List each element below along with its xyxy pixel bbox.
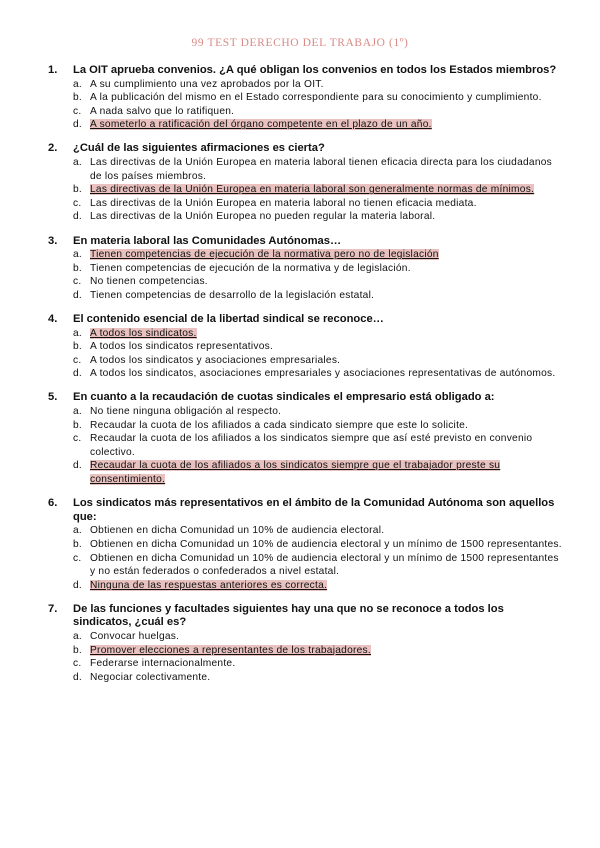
option-text-wrapper [90,275,564,289]
option-letter: b. [73,262,82,274]
option-letter: d. [73,119,82,131]
highlighted-answer-text: Las directivas de la Unión Europea en materia laboral son generalmente normas de mínimos. [90,184,535,196]
option-text-wrapper [90,289,564,303]
option-text-wrapper [90,432,564,459]
question-number: 2. [48,142,58,155]
option-text-wrapper [90,524,564,538]
answer-options [48,156,564,224]
answer-option [73,197,564,211]
option-letter: a. [73,630,82,642]
option-text: Tienen competencias de ejecución de la normativa y de legislación. [90,262,411,274]
answer-options [48,405,564,487]
option-text-wrapper [90,538,564,552]
answer-option-correct [73,327,564,341]
answer-option-correct [73,248,564,262]
option-text-wrapper [90,340,564,354]
answer-option-correct [73,183,564,197]
answer-option [73,275,564,289]
answer-option [73,405,564,419]
option-text-wrapper [90,459,564,486]
highlighted-answer-text: Tienen competencias de ejecución de la normativa pero no de legislación [90,249,439,261]
answer-option [73,262,564,276]
option-letter: b. [73,341,82,353]
question-text: De las funciones y facultades siguientes hay una que no se reconoce a todos los sindicatos, ¿cuál es? [73,602,504,629]
question-text: En cuanto a la recaudación de cuotas sindicales el empresario está obligado a: [73,391,495,404]
option-text-wrapper [90,197,564,211]
option-letter: d. [73,211,82,223]
answer-option [73,354,564,368]
question-5 [48,391,564,486]
option-letter: b. [73,419,82,431]
answer-options [48,524,564,592]
option-letter: c. [73,276,82,288]
option-text-wrapper [90,419,564,433]
answer-options [48,78,564,132]
option-letter: a. [73,525,82,537]
option-text: Las directivas de la Unión Europea en materia laboral tienen eficacia directa para los ciudadanos de los países miembros. [90,157,553,182]
answer-options [48,630,564,684]
question-text: ¿Cuál de las siguientes afirmaciones es cierta? [73,142,325,155]
option-letter: c. [73,354,82,366]
answer-option [73,419,564,433]
option-text-wrapper [90,671,564,685]
question-number: 5. [48,391,58,404]
question-text: El contenido esencial de la libertad sindical se reconoce… [73,313,384,325]
option-text-wrapper [90,630,564,644]
question-number: 7. [48,602,58,615]
option-letter: b. [73,184,82,196]
option-text-wrapper [90,262,564,276]
question-list [48,64,564,695]
question-number: 6. [48,497,58,510]
question-text: Los sindicatos más representativos en el ámbito de la Comunidad Autónoma son aquellos que: [73,497,555,523]
question-header [48,64,564,78]
option-text-wrapper [90,327,564,341]
option-text-wrapper [90,156,564,183]
option-text: A todos los sindicatos, asociaciones empresariales y asociaciones representativas de autónomos. [90,368,556,380]
question-2 [48,142,564,224]
option-text-wrapper [90,405,564,419]
question-header [48,497,564,524]
question-number: 3. [48,234,58,247]
option-text: Recaudar la cuota de los afiliados a los sindicatos siempre que así esté previsto en convenio colectivo. [90,433,533,458]
option-letter: a. [73,249,82,261]
option-text: A su cumplimiento una vez aprobados por la OIT. [90,78,324,90]
option-text-wrapper [90,78,564,92]
option-letter: d. [73,579,82,591]
answer-option [73,657,564,671]
option-text-wrapper [90,183,564,197]
option-text: No tienen competencias. [90,276,208,288]
option-text: Las directivas de la Unión Europea en materia laboral no tienen eficacia mediata. [90,197,477,209]
option-letter: c. [73,433,82,445]
answer-option [73,671,564,685]
answer-option [73,432,564,459]
option-letter: c. [73,197,82,209]
question-6 [48,497,564,592]
option-text: Tienen competencias de desarrollo de la legislación estatal. [90,289,375,301]
answer-options [48,327,564,381]
option-letter: a. [73,406,82,418]
answer-options [48,248,564,302]
question-header [48,235,564,249]
highlighted-answer-text: A todos los sindicatos. [90,327,197,339]
answer-option [73,289,564,303]
question-number: 4. [48,313,58,325]
option-letter: d. [73,460,82,472]
option-letter: a. [73,157,82,169]
option-text-wrapper [90,552,564,579]
option-text: Negociar colectivamente. [90,671,211,683]
option-letter: c. [73,105,82,117]
answer-option [73,524,564,538]
question-number: 1. [48,64,58,76]
answer-option [73,78,564,92]
option-letter: d. [73,671,82,683]
option-text-wrapper [90,210,564,224]
question-1 [48,64,564,132]
answer-option [73,367,564,381]
highlighted-answer-text: Promover elecciones a representantes de los trabajadores. [90,644,371,656]
option-text-wrapper [90,91,564,105]
option-text: Convocar huelgas. [90,630,180,642]
highlighted-answer-text: Recaudar la cuota de los afiliados a los sindicatos siempre que el trabajador preste su consentimiento. [90,460,501,486]
option-letter: c. [73,658,82,670]
highlighted-answer-text: A someterlo a ratificación del órgano competente en el plazo de un año. [90,119,432,131]
option-letter: d. [73,289,82,301]
option-text: Obtienen en dicha Comunidad un 10% de audiencia electoral y un mínimo de 1500 representantes. [90,538,562,550]
option-text: Federarse internacionalmente. [90,658,236,670]
option-text-wrapper [90,118,564,132]
option-text: Obtienen en dicha Comunidad un 10% de audiencia electoral y un mínimo de 1500 representantes y no están federados o confederados a nivel estatal. [90,552,559,578]
option-letter: a. [73,327,82,339]
answer-option [73,91,564,105]
question-header [48,603,564,630]
question-text: La OIT aprueba convenios. ¿A qué obligan los convenios en todos los Estados miembros? [73,64,557,76]
question-header [48,391,564,405]
option-text-wrapper [90,579,564,593]
option-text-wrapper [90,644,564,658]
option-letter: b. [73,92,82,104]
answer-option-correct [73,118,564,132]
option-text-wrapper [90,105,564,119]
option-letter: b. [73,538,82,550]
option-text: A todos los sindicatos representativos. [90,341,274,353]
option-text: No tiene ninguna obligación al respecto. [90,406,282,418]
document-title: 99 TEST DERECHO DEL TRABAJO (1º) [191,37,409,49]
option-text: A todos los sindicatos y asociaciones empresariales. [90,354,341,366]
option-letter: a. [73,78,82,90]
question-7 [48,603,564,685]
question-header [48,142,564,156]
option-letter: b. [73,644,82,656]
option-text-wrapper [90,354,564,368]
option-text-wrapper [90,657,564,671]
option-text-wrapper [90,248,564,262]
answer-option-correct [73,579,564,593]
answer-option [73,210,564,224]
answer-option [73,630,564,644]
question-header [48,313,564,327]
option-text-wrapper [90,367,564,381]
answer-option [73,156,564,183]
option-text: A nada salvo que lo ratifiquen. [90,105,235,117]
question-3 [48,235,564,303]
question-4 [48,313,564,381]
answer-option [73,552,564,579]
answer-option-correct [73,644,564,658]
option-text: Las directivas de la Unión Europea no pueden regular la materia laboral. [90,211,436,223]
option-letter: c. [73,552,82,564]
answer-option [73,538,564,552]
option-text: A la publicación del mismo en el Estado correspondiente para su conocimiento y cumplimiento. [90,92,542,104]
option-letter: d. [73,368,82,380]
answer-option [73,340,564,354]
answer-option [73,105,564,119]
answer-option-correct [73,459,564,486]
highlighted-answer-text: Ninguna de las respuestas anteriores es correcta. [90,579,328,591]
option-text: Recaudar la cuota de los afiliados a cada sindicato siempre que este lo solicite. [90,419,469,431]
question-text: En materia laboral las Comunidades Autónomas… [73,234,342,247]
option-text: Obtienen en dicha Comunidad un 10% de audiencia electoral. [90,525,385,537]
